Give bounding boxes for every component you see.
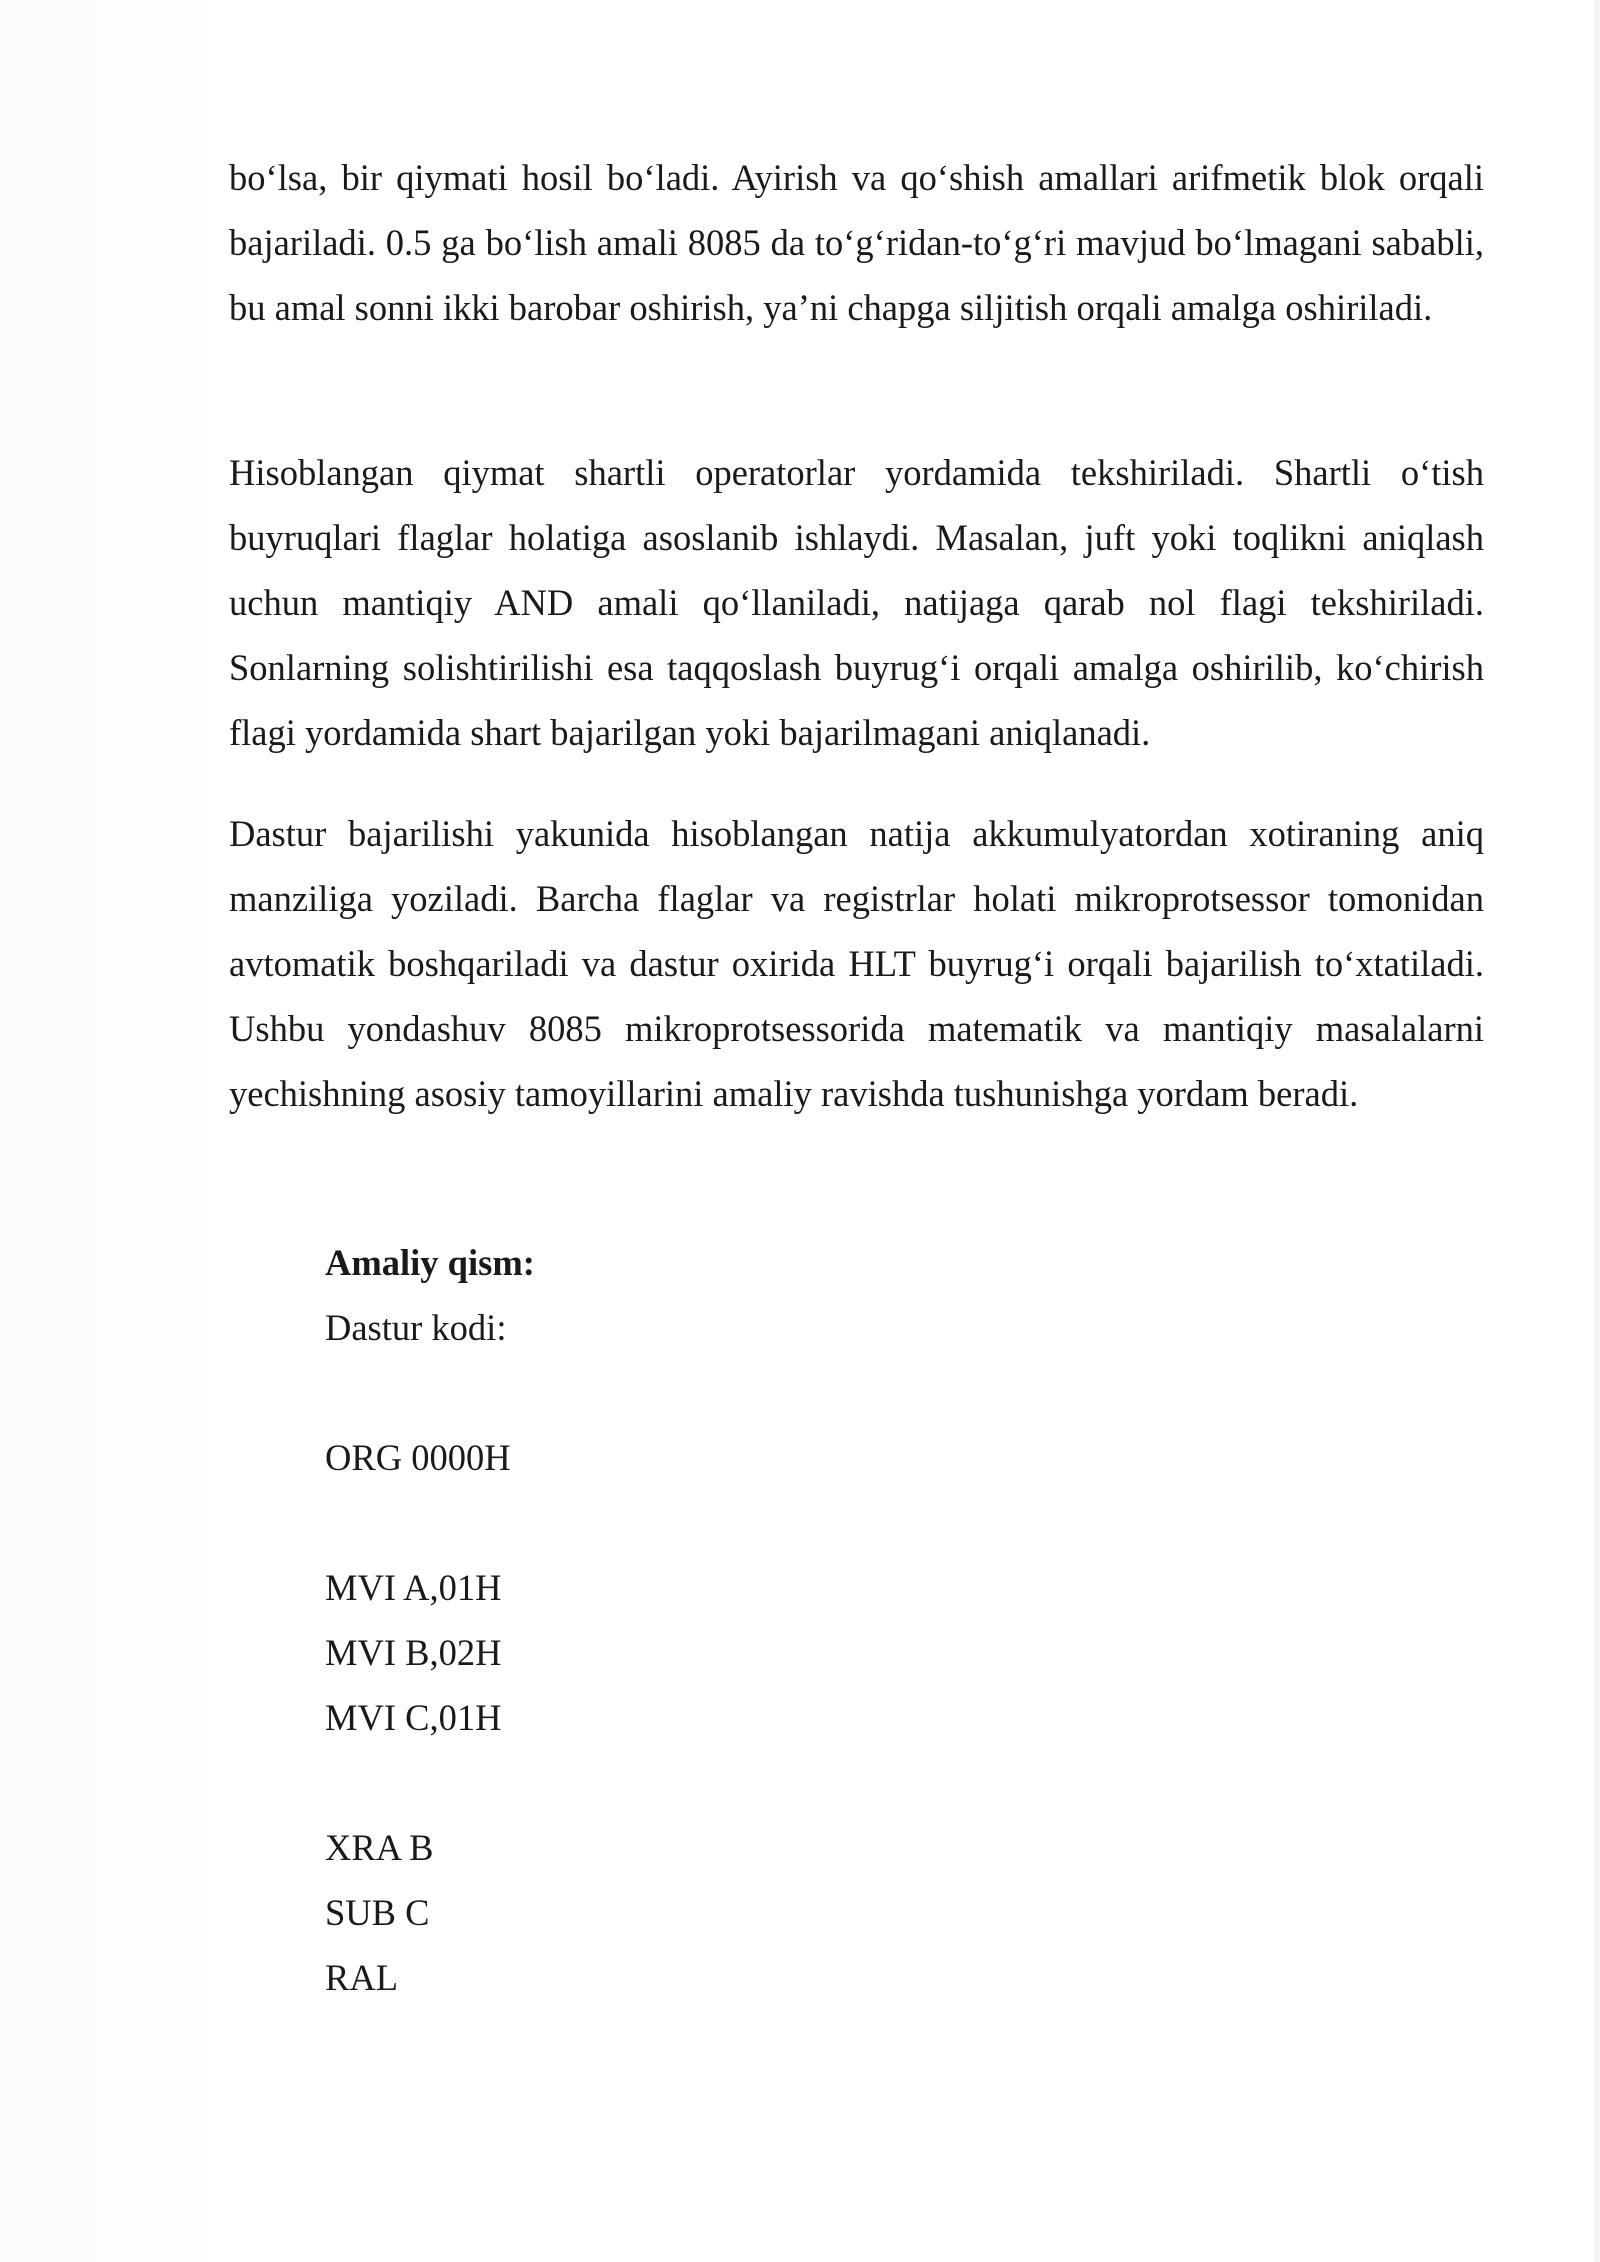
body-paragraph: Hisoblangan qiymat shartli operatorlar yordamida tekshiriladi. Shartli o‘tish buyruqlari flaglar holatiga asoslanib ishlaydi. Masalan, juft yoki toqlikni aniqlash uchun mantiqiy AND amali qo‘llaniladi, natijaga qarab nol flagi tekshiriladi. Sonlarning solishtirilishi esa taqqoslash buyrug‘i orqali amalga oshirilib, ko‘chirish flagi yordamida shart bajarilgan yoki bajarilmagani aniqlanadi. xyxy=(229,452,1484,753)
blank-line xyxy=(325,1490,535,1555)
blank-line xyxy=(325,1360,535,1425)
code-line: MVI C,01H xyxy=(325,1697,502,1738)
page-edge-shade xyxy=(1594,0,1600,2262)
code-listing xyxy=(325,1360,535,2010)
section-heading: Amaliy qism: xyxy=(325,1242,535,1283)
code-line: RAL xyxy=(325,1957,398,1998)
code-line: SUB C xyxy=(325,1892,430,1933)
body-paragraph: Dastur bajarilishi yakunida hisoblangan natija akkumulyatordan xotiraning aniq manziliga yoziladi. Barcha flaglar va registrlar holati mikroprotsessor tomonidan avtomatik boshqariladi va dastur oxirida HLT buyrug‘i orqali bajarilish to‘xtatiladi. Ushbu yondashuv 8085 mikroprotsessorida matematik va mantiqiy masalalarni yechishning asosiy tamoyillarini amaliy ravishda tushunishga yordam beradi. xyxy=(229,813,1484,1114)
code-line: MVI A,01H xyxy=(325,1567,502,1608)
code-caption: Dastur kodi: xyxy=(325,1307,507,1348)
page-margin-shade xyxy=(0,0,228,2262)
code-line: MVI B,02H xyxy=(325,1632,502,1673)
body-paragraph: bo‘lsa, bir qiymati hosil bo‘ladi. Ayirish va qo‘shish amallari arifmetik blok orqali bajariladi. 0.5 ga bo‘lish amali 8085 da to‘g‘ridan-to‘g‘ri mavjud bo‘lmagani sababli, bu amal sonni ikki barobar oshirish, ya’ni chapga siljitish orqali amalga oshiriladi. xyxy=(229,157,1484,328)
blank-line xyxy=(325,1750,535,1815)
code-line: XRA B xyxy=(325,1827,434,1868)
practical-section xyxy=(325,1230,535,2010)
code-line: ORG 0000H xyxy=(325,1437,511,1478)
